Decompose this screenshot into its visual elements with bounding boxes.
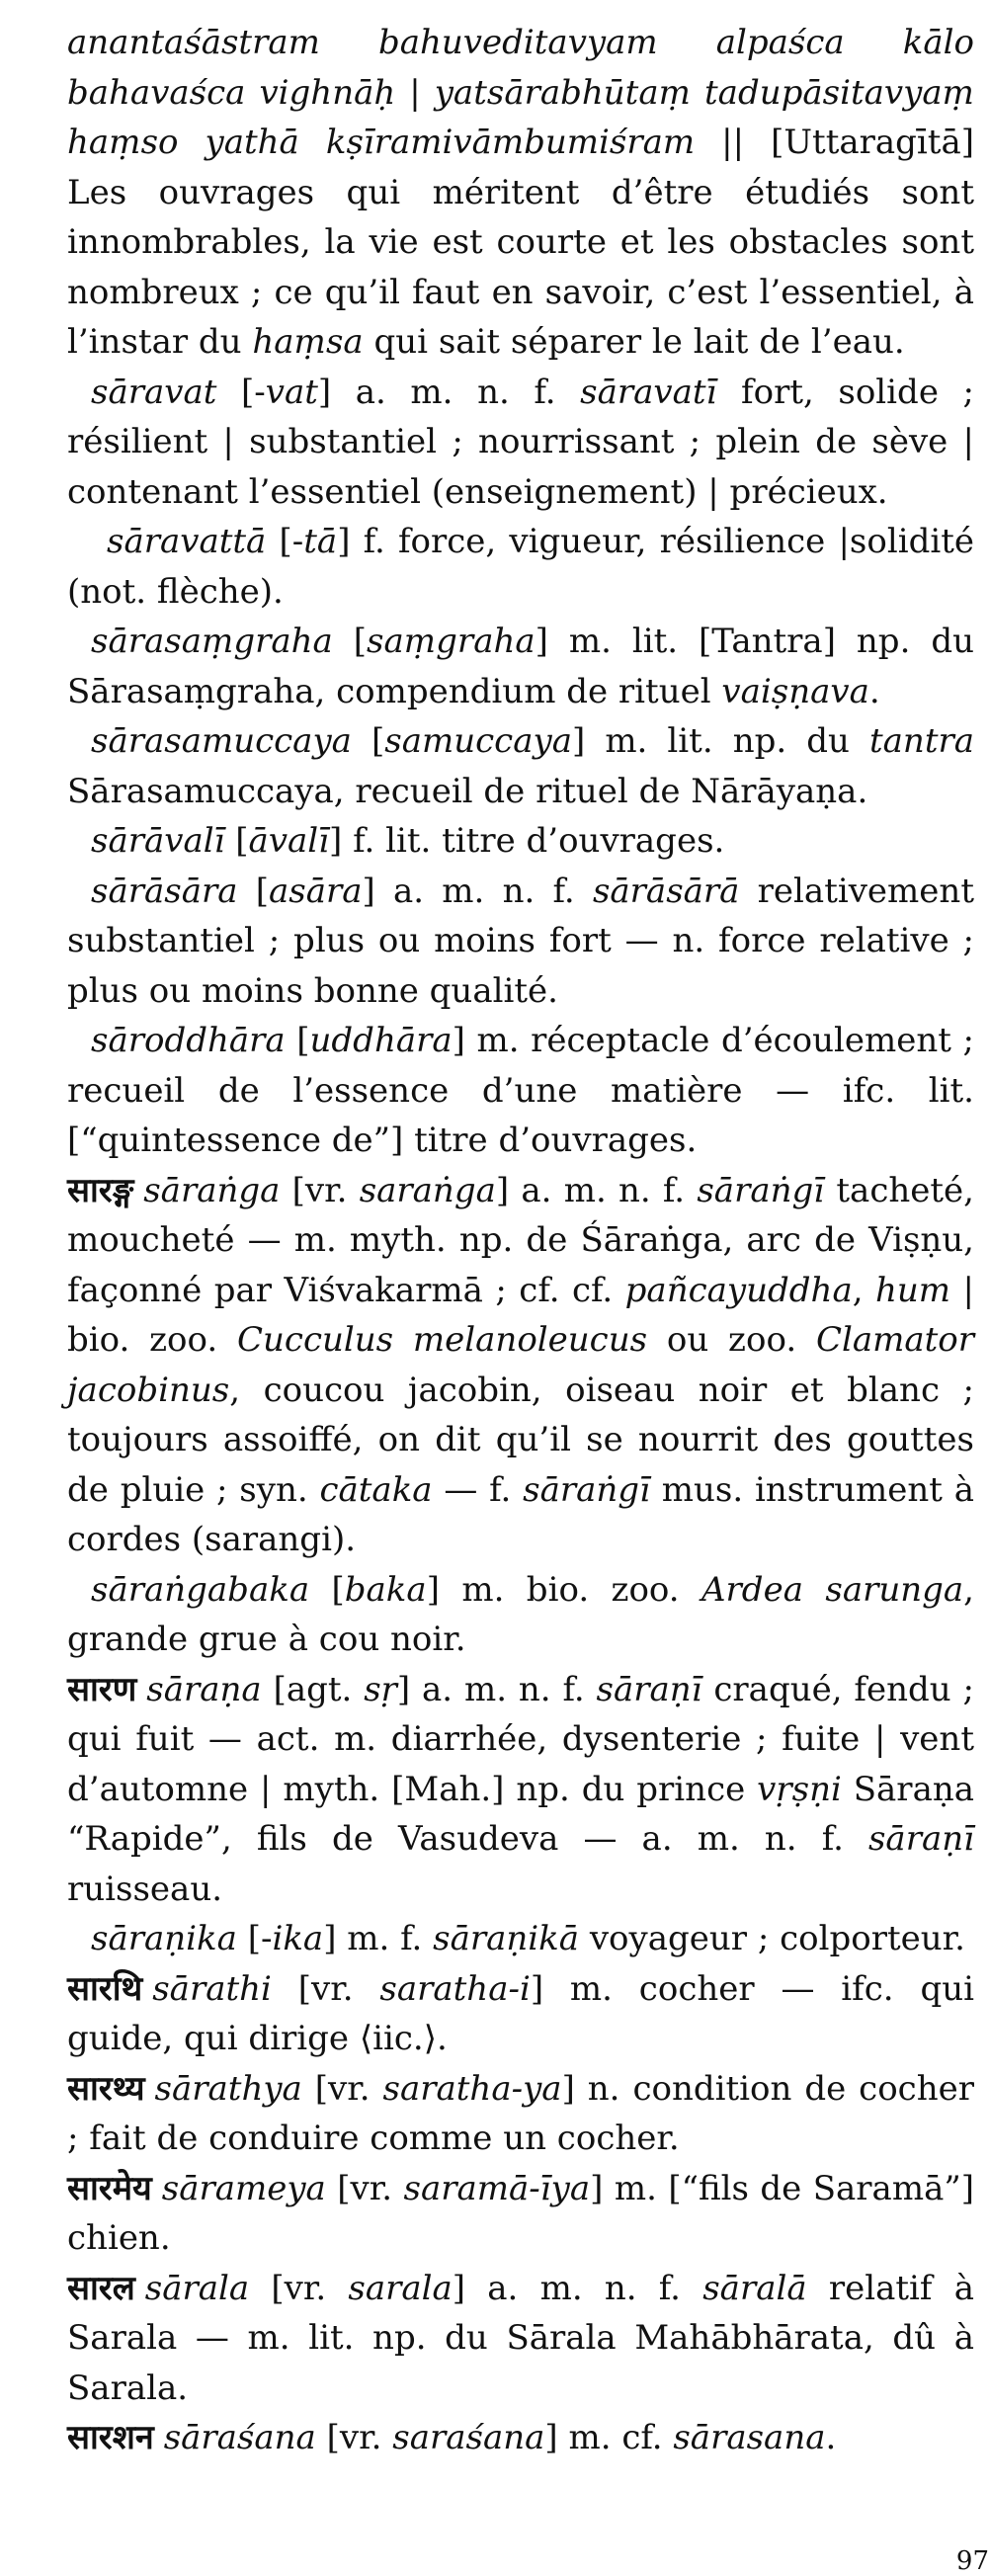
italic-term: saratha-ya — [382, 2068, 562, 2109]
entry-text: . — [868, 671, 880, 711]
italic-term: sārāvalī — [91, 821, 225, 861]
entry-text: [vr. — [280, 1170, 360, 1210]
italic-term: sārasana — [673, 2418, 826, 2457]
italic-term: tantra — [868, 721, 975, 761]
entry-text: | bio. zoo. — [67, 1270, 974, 1360]
italic-term: sāraṅga — [143, 1170, 281, 1210]
quote-translation-b: qui sait séparer le lait de l’eau. — [363, 322, 905, 362]
entry-text: ] m. cf. — [544, 2418, 674, 2457]
entry-text: ] m. lit. np. du — [571, 721, 869, 761]
italic-term: saramā-īya — [403, 2168, 591, 2208]
dictionary-entry — [67, 867, 974, 1017]
italic-term: vat — [265, 372, 318, 412]
entry-text: . — [825, 2418, 837, 2457]
entry-text: , grande grue à cou noir. — [67, 1569, 974, 1659]
entry-text: ] a. m. n. f. — [362, 871, 593, 911]
italic-term: sāravat — [91, 372, 217, 412]
entry-text: — f. — [432, 1469, 524, 1510]
entry-text: ] m. [“fils de Saramā”] chien. — [67, 2168, 974, 2258]
italic-term: sārāsāra — [91, 871, 238, 911]
italic-term: sārasamuccaya — [91, 721, 352, 761]
entry-text: [ — [285, 1021, 310, 1060]
entry-text: [ — [224, 821, 249, 861]
italic-term: sāraṇika — [91, 1919, 237, 1958]
quote-hamsa: haṃsa — [252, 322, 364, 362]
entry-text: craqué, fendu ; qui fuit — act. m. diarrhée, dysenterie ; fuite | vent d’automne | myth. [Mah.] np. du prince — [67, 1669, 974, 1809]
dictionary-entry — [67, 1665, 974, 1915]
italic-term: vṛṣṇi — [757, 1769, 842, 1809]
entry-text: ] m. réceptacle d’écoulement ; recueil de l’essence d’une matière — ifc. lit. [“quintessence de”] titre d’ouvrages. — [67, 1021, 974, 1160]
italic-term: saraṅga — [359, 1170, 496, 1210]
entry-text: ou zoo. — [647, 1320, 816, 1360]
entry-text: [vr. — [315, 2418, 393, 2457]
italic-term: sārāsārā — [592, 871, 740, 911]
entry-text: ] m. bio. zoo. — [426, 1569, 701, 1610]
italic-term: Clamator jacobinus — [67, 1320, 974, 1410]
italic-term: sāraṇikā — [433, 1919, 580, 1958]
entry-text: [ — [309, 1569, 345, 1610]
entry-text: [ — [237, 871, 269, 911]
italic-term: sāravatī — [580, 372, 717, 412]
italic-term: vaiṣṇava — [721, 671, 869, 711]
italic-term: saraśana — [392, 2418, 545, 2457]
entry-text: [- — [236, 1919, 273, 1958]
dictionary-entry — [67, 2164, 974, 2264]
italic-term: baka — [344, 1569, 427, 1610]
quote-translation-a: Les ouvrages qui méritent d’être étudiés sont innombrables, la vie est courte et les obstacles sont nombreux ; ce qu’il faut en savoir, c’est l’essentiel, à l’instar du — [67, 172, 974, 362]
italic-term: sāraṅgī — [697, 1170, 825, 1210]
devanagari-headword: सारल — [67, 2268, 135, 2308]
quote-verse: anantaśāstram bahuveditavyam alpaśca kālo bahavaśca vighnāḥ | yatsārabhūtaṃ tadupāsitavyaṃ haṃso yathā kṣīramivāmbumiśram || — [67, 23, 974, 162]
entry-text: mus. instrument à cordes (sarangi). — [67, 1469, 974, 1559]
entry-text: [vr. — [325, 2168, 404, 2208]
entry-text: ] m. cocher — ifc. qui guide, qui dirige ⟨iic.⟩. — [67, 1968, 974, 2058]
italic-term: sāraśana — [163, 2418, 316, 2457]
dictionary-entry — [67, 2264, 974, 2414]
italic-term: ika — [272, 1919, 324, 1958]
italic-term: sarala — [348, 2268, 453, 2308]
entry-text: [ — [332, 622, 368, 661]
dictionary-entry — [67, 1016, 974, 1166]
italic-term: āvalī — [248, 821, 330, 861]
entry-text: ] m. f. — [323, 1919, 434, 1958]
entry-text: fort, solide ; résilient | substantiel ; nourrissant ; plein de sève | contenant l’essentiel (enseignement) | précieux. — [67, 372, 974, 512]
entry-text: , coucou jacobin, oiseau noir et blanc ; toujours assoiffé, on dit qu’il se nourrit des gouttes de pluie ; syn. — [67, 1370, 974, 1510]
dictionary-entry — [67, 617, 974, 716]
entry-text: , — [852, 1270, 876, 1310]
devanagari-headword: सारशन — [67, 2418, 154, 2457]
entry-text: ] m. lit. [Tantra] np. du Sārasaṃgraha, compendium de rituel — [67, 622, 974, 711]
dictionary-entry — [67, 517, 974, 617]
italic-term: Ardea sarunga — [701, 1569, 964, 1610]
dictionary-entry — [67, 1964, 974, 2064]
italic-term: cātaka — [319, 1469, 433, 1510]
italic-term: sāraṅgī — [523, 1469, 650, 1510]
italic-term: Cucculus melanoleucus — [237, 1320, 648, 1360]
entry-text: ] f. lit. titre d’ouvrages. — [329, 821, 725, 861]
dictionary-page — [67, 18, 974, 2463]
entry-text: [vr. — [249, 2268, 349, 2308]
dictionary-entry — [67, 716, 974, 816]
italic-term: uddhāra — [309, 1021, 453, 1060]
entry-text: voyageur ; colporteur. — [579, 1919, 965, 1958]
italic-term: sṛ — [364, 1669, 397, 1709]
italic-term: sārameya — [161, 2168, 326, 2208]
italic-term: sāraṇa — [146, 1669, 262, 1709]
dictionary-entry — [67, 2413, 974, 2463]
devanagari-headword: सारङ्ग — [67, 1170, 134, 1210]
dictionary-entry — [67, 368, 974, 518]
italic-term: sārathya — [154, 2068, 302, 2109]
entry-text: [- — [266, 522, 304, 561]
entry-text: relativement substantiel ; plus ou moins fort — n. force relative ; plus ou moins bonne qualité. — [67, 871, 974, 1011]
italic-term: sāralā — [702, 2268, 807, 2308]
italic-term: asāra — [268, 871, 363, 911]
italic-term: sārasaṃgraha — [91, 622, 333, 661]
italic-term: sāraṇī — [596, 1669, 702, 1709]
italic-term: sāroddhāra — [91, 1021, 286, 1060]
quote-source: [Uttaragītā] — [771, 123, 974, 162]
entry-text: Sāraṇa “Rapide”, fils de Vasudeva — a. m. n. f. — [67, 1769, 975, 1859]
italic-term: pañcayuddha — [624, 1270, 853, 1310]
dictionary-entry — [67, 2064, 974, 2164]
italic-term: sārala — [144, 2268, 250, 2308]
italic-term: hum — [875, 1270, 951, 1310]
entry-list — [67, 368, 974, 2463]
italic-term: saṃgraha — [367, 622, 536, 661]
entry-text: ] n. condition de cocher ; fait de conduire comme un cocher. — [67, 2068, 974, 2158]
entry-text: Sārasamuccaya, recueil de rituel de Nārāyaṇa. — [67, 771, 868, 811]
entry-text: [agt. — [261, 1669, 365, 1709]
quote-block — [67, 18, 974, 368]
entry-text: [- — [216, 372, 266, 412]
dictionary-entry — [67, 1565, 974, 1665]
entry-text: relatif à Sarala — m. lit. np. du Sārala Mahābhārata, dû à Sarala. — [67, 2268, 974, 2408]
italic-term: sāravattā — [107, 522, 267, 561]
dictionary-entry — [67, 1914, 974, 1964]
entry-text: [ — [351, 721, 385, 761]
devanagari-headword: सारण — [67, 1669, 137, 1709]
entry-text: ] f. force, vigueur, résilience |solidité (not. flèche). — [67, 522, 974, 612]
italic-term: sāraṇī — [867, 1819, 974, 1859]
entry-text: ] a. m. n. f. — [452, 2268, 703, 2308]
dictionary-entry — [67, 1166, 974, 1565]
italic-term: sāraṅgabaka — [91, 1569, 310, 1610]
italic-term: saratha-i — [379, 1968, 531, 2009]
entry-text: ] a. m. n. f. — [396, 1669, 597, 1709]
italic-term: samuccaya — [384, 721, 572, 761]
italic-term: tā — [303, 522, 338, 561]
devanagari-headword: सारथि — [67, 1968, 143, 2009]
entry-text: ] a. m. n. f. — [495, 1170, 698, 1210]
devanagari-headword: सारथ्य — [67, 2068, 145, 2109]
entry-text: [vr. — [301, 2068, 383, 2109]
entry-text: [vr. — [271, 1968, 380, 2009]
entry-text: ruisseau. — [67, 1869, 223, 1909]
dictionary-entry — [67, 816, 974, 867]
entry-text: tacheté, moucheté — m. myth. np. de Śāraṅga, arc de Viṣṇu, façonné par Viśvakarmā ; cf. cf. — [67, 1170, 974, 1310]
entry-text: ] a. m. n. f. — [317, 372, 581, 412]
devanagari-headword: सारमेय — [67, 2168, 152, 2208]
page-number: 97 — [955, 2546, 989, 2576]
italic-term: sārathi — [152, 1968, 272, 2009]
